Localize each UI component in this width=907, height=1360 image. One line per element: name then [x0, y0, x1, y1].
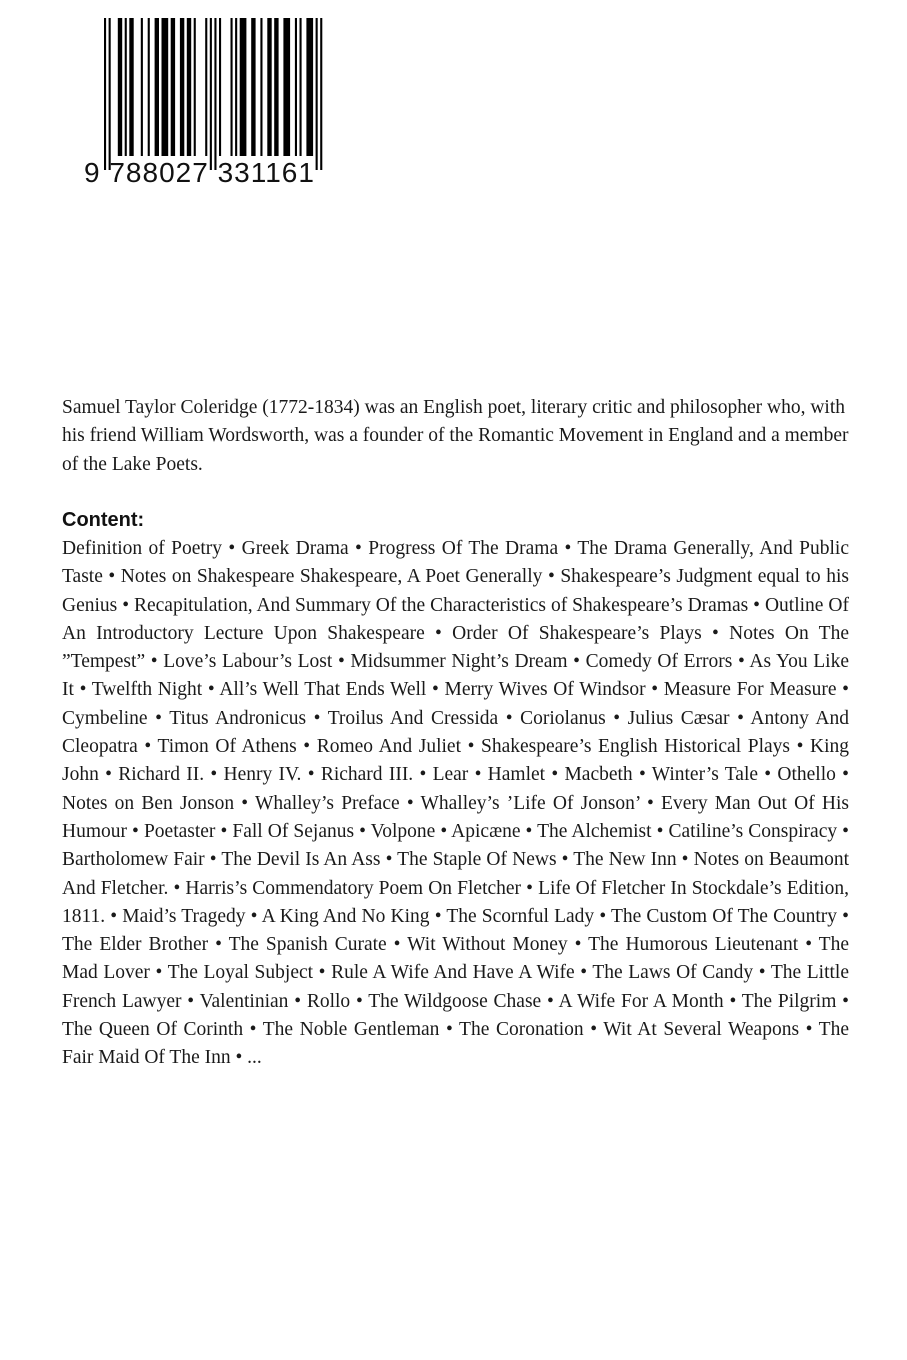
barcode-bar: [260, 18, 262, 156]
barcode-bar: [155, 18, 159, 156]
barcode-bar: [240, 18, 247, 156]
barcode-bar: [295, 18, 297, 156]
barcode-bar: [300, 18, 302, 156]
barcode-bar: [210, 18, 212, 170]
isbn-number: 9 788027 331161: [84, 157, 315, 188]
barcode-bar: [118, 18, 122, 156]
barcode-bars: [84, 18, 350, 174]
barcode-bar: [231, 18, 233, 156]
barcode-bar: [306, 18, 313, 156]
barcode-bar: [180, 18, 184, 156]
barcode-bar: [129, 18, 133, 156]
barcode-bar: [148, 18, 150, 156]
barcode-bar: [125, 18, 127, 156]
barcode-bar: [251, 18, 255, 156]
barcode-bar: [205, 18, 207, 156]
isbn-barcode: [84, 18, 350, 188]
content-heading: Content:: [62, 509, 145, 531]
barcode-bar: [171, 18, 175, 156]
content-list: Definition of Poetry • Greek Drama • Progress Of The Drama • The Drama Generally, And Public Taste • Notes on Shakespeare Shakespeare, A Poet Generally • Shakespeare’s Judgment equal to his Genius • Recapitulation, And Summary Of the Characteristics of Shakespeare’s Dramas • Outline Of An Introductory Lecture Upon Shakespeare • Order Of Shakespeare’s Plays • Notes On The ”Tempest” • Love’s Labour’s Lost • Midsummer Night’s Dream • Comedy Of Errors • As You Like It • Twelfth Night • All’s Well That Ends Well • Merry Wives Of Windsor • Measure For Measure • Cymbeline • Titus Andronicus • Troilus And Cressida • Coriolanus • Julius Cæsar • Antony And Cleopatra • Timon Of Athens • Romeo And Juliet • Shakespeare’s English Historical Plays • King John • Richard II. • Henry IV. • Richard III. • Lear • Hamlet • Macbeth • Winter’s Tale • Othello • Notes on Ben Jonson • Whalley’s Preface • Whalley’s ’Life Of Jonson’ • Every Man Out Of His Humour • Poetaster • Fall Of Sejanus • Volpone • Apicæne • The Alchemist • Catiline’s Conspiracy • Bartholomew Fair • The Devil Is An Ass • The Staple Of News • The New Inn • Notes on Beaumont And Fletcher. • Harris’s Commendatory Poem On Fletcher • Life Of Fletcher In Stockdale’s Edition, 1811. • Maid’s Tragedy • A King And No King • The Scornful Lady • The Custom Of The Country • The Elder Brother • The Spanish Curate • Wit Without Money • The Humorous Lieutenant • The Mad Lover • The Loyal Subject • Rule A Wife And Have A Wife • The Laws Of Candy • The Little French Lawyer • Valentinian • Rollo • The Wildgoose Chase • A Wife For A Month • The Pilgrim • The Queen Of Corinth • The Noble Gentleman • The Coronation • Wit At Several Weapons • The Fair Maid Of The Inn • ...: [62, 538, 849, 1069]
barcode-bar: [235, 18, 237, 156]
barcode-bar: [104, 18, 106, 170]
barcode-bar: [267, 18, 271, 156]
barcode-bar: [141, 18, 143, 156]
barcode-bar: [320, 18, 322, 170]
barcode-bar: [187, 18, 191, 156]
barcode-bar: [109, 18, 111, 170]
barcode-bar: [283, 18, 290, 156]
barcode-bar: [316, 18, 318, 170]
barcode-bar: [194, 18, 196, 156]
book-description: Samuel Taylor Coleridge (1772-1834) was an English poet, literary critic and philosopher who, with his friend William Wordsworth, was a founder of the Romantic Movement in England and a member of the Lake Poets.: [62, 397, 849, 475]
barcode-bar: [162, 18, 169, 156]
barcode-bar: [274, 18, 278, 156]
barcode-bar: [219, 18, 221, 156]
barcode-bar: [214, 18, 216, 170]
